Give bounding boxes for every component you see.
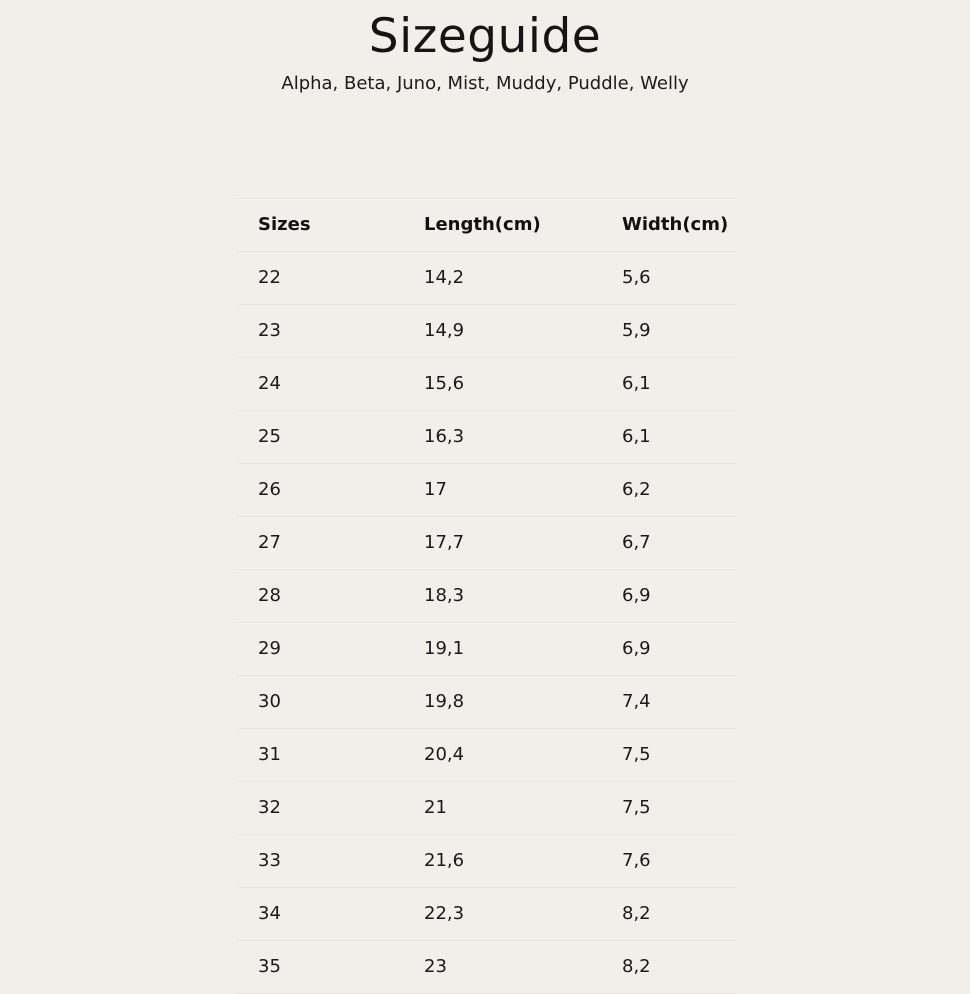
width-cell: 7,6	[622, 835, 736, 888]
width-cell: 6,2	[622, 464, 736, 517]
length-cell: 17	[424, 464, 622, 517]
table-row	[236, 252, 736, 305]
table-row	[236, 676, 736, 729]
size-cell: 34	[236, 888, 424, 941]
table-row	[236, 570, 736, 623]
size-table	[236, 198, 736, 994]
product-list-subtitle: Alpha, Beta, Juno, Mist, Muddy, Puddle, Welly	[281, 73, 689, 94]
header-length: Length(cm)	[424, 199, 622, 252]
width-cell: 8,2	[622, 888, 736, 941]
size-cell: 22	[236, 252, 424, 305]
header-sizes: Sizes	[236, 199, 424, 252]
table-row	[236, 517, 736, 570]
size-cell: 25	[236, 411, 424, 464]
width-cell: 5,6	[622, 252, 736, 305]
length-cell: 20,4	[424, 729, 622, 782]
width-cell: 6,7	[622, 517, 736, 570]
size-cell: 28	[236, 570, 424, 623]
size-cell: 24	[236, 358, 424, 411]
header-width: Width(cm)	[622, 199, 736, 252]
size-cell: 27	[236, 517, 424, 570]
length-cell: 18,3	[424, 570, 622, 623]
size-cell: 30	[236, 676, 424, 729]
width-cell: 5,9	[622, 305, 736, 358]
length-cell: 17,7	[424, 517, 622, 570]
table-row	[236, 835, 736, 888]
table-row	[236, 464, 736, 517]
width-cell: 6,1	[622, 411, 736, 464]
length-cell: 16,3	[424, 411, 622, 464]
size-cell: 26	[236, 464, 424, 517]
table-row	[236, 941, 736, 994]
size-cell: 29	[236, 623, 424, 676]
length-cell: 19,8	[424, 676, 622, 729]
length-cell: 21	[424, 782, 622, 835]
width-cell: 7,4	[622, 676, 736, 729]
width-cell: 7,5	[622, 782, 736, 835]
size-cell: 23	[236, 305, 424, 358]
table-row	[236, 729, 736, 782]
width-cell: 8,2	[622, 941, 736, 994]
table-row	[236, 623, 736, 676]
table-row	[236, 888, 736, 941]
width-cell: 6,9	[622, 570, 736, 623]
size-cell: 35	[236, 941, 424, 994]
length-cell: 22,3	[424, 888, 622, 941]
table-row	[236, 358, 736, 411]
width-cell: 7,5	[622, 729, 736, 782]
size-cell: 31	[236, 729, 424, 782]
length-cell: 14,9	[424, 305, 622, 358]
length-cell: 15,6	[424, 358, 622, 411]
width-cell: 6,1	[622, 358, 736, 411]
table-header-row	[236, 199, 736, 252]
size-cell: 33	[236, 835, 424, 888]
table-row	[236, 411, 736, 464]
length-cell: 14,2	[424, 252, 622, 305]
table-row	[236, 305, 736, 358]
table-row	[236, 782, 736, 835]
length-cell: 23	[424, 941, 622, 994]
size-cell: 32	[236, 782, 424, 835]
length-cell: 21,6	[424, 835, 622, 888]
length-cell: 19,1	[424, 623, 622, 676]
page-title: Sizeguide	[368, 9, 602, 65]
width-cell: 6,9	[622, 623, 736, 676]
